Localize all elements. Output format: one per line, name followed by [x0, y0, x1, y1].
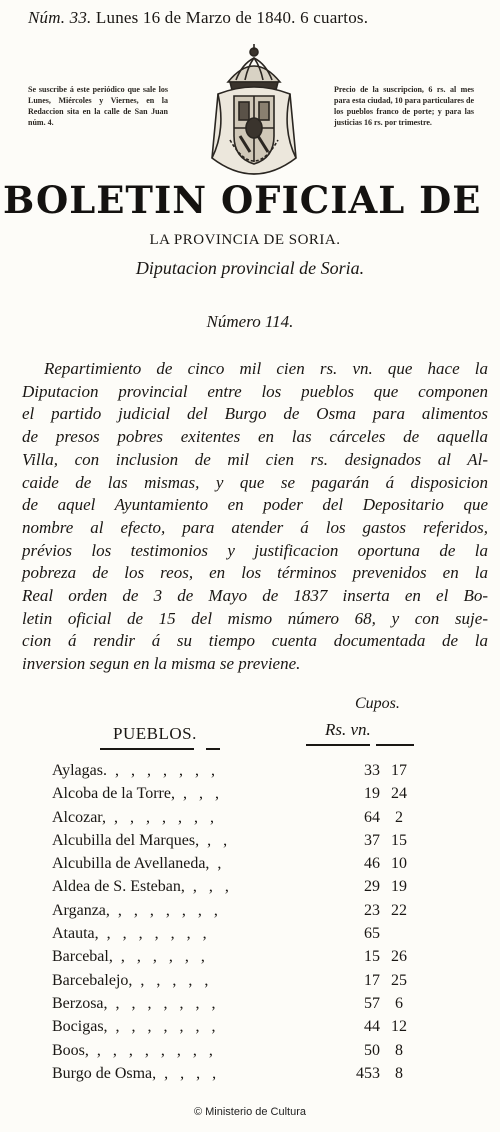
body-line: Villa, con inclusion de mil cien rs. designados al Al-	[22, 449, 488, 469]
vellon-value: 15	[391, 831, 407, 849]
reales-value: 57	[364, 994, 380, 1012]
masthead-title: BOLETIN OFICIAL DE	[3, 178, 482, 222]
cupos-header: Cupos.	[355, 695, 400, 712]
table-row	[52, 972, 452, 995]
town-name: Barcebalejo,	[52, 971, 133, 989]
table-row	[52, 762, 452, 785]
issue-line	[28, 8, 473, 28]
row-label	[52, 902, 218, 920]
row-label	[52, 948, 205, 966]
vellon-value: 26	[391, 948, 407, 966]
town-name: Berzosa,	[52, 994, 108, 1012]
row-label	[52, 762, 215, 780]
vellon-value: 12	[391, 1018, 407, 1036]
body-line: el partido judicial del Burgo de Osma para alimentos	[22, 404, 488, 424]
leader-dots: , , , , , , ,	[106, 925, 207, 943]
reales-value: 17	[364, 971, 380, 989]
reales-value: 64	[364, 808, 380, 826]
reales-value: 23	[364, 901, 380, 919]
header-rule	[100, 748, 194, 750]
town-name: Boos,	[52, 1041, 89, 1059]
vellon-value: 2	[395, 808, 403, 826]
reales-value: 15	[364, 948, 380, 966]
row-label	[52, 832, 227, 850]
header-rule	[376, 744, 414, 746]
table-row	[52, 785, 452, 808]
body-line: prévios los testimonios y justificacion oportuna de la	[22, 540, 488, 560]
vellon-value: 6	[395, 994, 403, 1012]
leader-dots: , , , , , , , ,	[96, 1041, 213, 1059]
copyright-credit: © Ministerio de Cultura	[193, 1106, 307, 1118]
vellon-value: 25	[391, 971, 407, 989]
row-label	[52, 878, 229, 896]
decree-body	[22, 358, 488, 676]
rs-vn-header: Rs. vn.	[325, 720, 371, 739]
reales-value: 65	[364, 925, 380, 943]
leader-dots: , , , , , ,	[120, 948, 205, 966]
town-name: Alcoba de la Torre,	[52, 785, 175, 803]
reales-value: 50	[364, 1041, 380, 1059]
leader-dots: , , , , , , ,	[117, 901, 218, 919]
table-row	[52, 995, 452, 1018]
town-name: Bocigas,	[52, 1018, 108, 1036]
vellon-value: 8	[395, 1041, 403, 1059]
reales-value: 29	[364, 878, 380, 896]
header-rule	[306, 744, 370, 746]
town-name: Atauta,	[52, 925, 99, 943]
table-row	[52, 809, 452, 832]
town-name: Barcebal,	[52, 948, 113, 966]
royal-coat-of-arms-icon	[198, 40, 310, 190]
body-line: cion á rendir á su tiempo cuenta documentada de la	[22, 631, 488, 651]
row-label	[52, 1018, 216, 1036]
section-title: Diputacion provincial de Soria.	[135, 258, 365, 278]
reales-value: 453	[356, 1064, 380, 1082]
leader-dots: , ,	[207, 831, 228, 849]
leader-dots: , , ,	[192, 878, 229, 896]
leader-dots: , , , , ,	[140, 971, 209, 989]
body-line: inversion segun en la misma se previene.	[22, 654, 301, 674]
town-name: Alcozar,	[52, 808, 106, 826]
vellon-value: 22	[391, 901, 407, 919]
body-line: letin oficial de 15 del mismo número 68, y con suje-	[22, 608, 488, 628]
leader-dots: ,	[217, 855, 222, 873]
quota-table	[52, 762, 452, 1088]
leader-dots: , , , , , , ,	[115, 994, 216, 1012]
table-row	[52, 855, 452, 878]
row-label	[52, 785, 219, 803]
row-label	[52, 855, 221, 873]
row-label	[52, 1042, 213, 1060]
document-number: Número 114.	[206, 312, 294, 331]
reales-value: 33	[364, 762, 380, 779]
body-line: de presos pobres exitentes en las cárceles de aquella	[22, 427, 488, 447]
body-line: Repartimiento de cinco mil cien rs. vn. que hace la	[44, 359, 488, 378]
leader-dots: , , , , , , ,	[114, 808, 214, 826]
town-name: Aylagas.	[52, 762, 107, 779]
body-line: Diputacion provincial entre los pueblos que componen	[22, 381, 488, 401]
town-name: Arganza,	[52, 901, 110, 919]
leader-dots: , , ,	[182, 785, 219, 803]
vellon-value: 19	[391, 878, 407, 896]
leader-dots: , , , , , , ,	[115, 1018, 216, 1036]
price-notice: Precio de la suscripcion, 6 rs. al mes para esta ciudad, 10 para particulares de los pueblos franco de porte; y para las justicias 16 rs. por trimestre.	[334, 85, 474, 127]
body-line: de aquel Ayuntamiento en poder del Depositario que	[22, 495, 488, 515]
table-row	[52, 1018, 452, 1041]
row-label	[52, 972, 208, 990]
issue-number: Núm. 33.	[28, 8, 92, 27]
table-row	[52, 832, 452, 855]
table-row	[52, 948, 452, 971]
body-line: Real orden de 3 de Mayo de 1837 inserta en el Bo-	[22, 586, 488, 606]
reales-value: 19	[364, 785, 380, 803]
row-label	[52, 1065, 216, 1083]
row-label	[52, 925, 207, 943]
body-line: pobreza de los reos, en los términos prevenidos en la	[22, 563, 488, 583]
row-label	[52, 809, 214, 827]
header-rule	[206, 748, 220, 750]
vellon-value: 24	[391, 785, 407, 803]
issue-date: Lunes 16 de Marzo de 1840.	[95, 8, 296, 27]
leader-dots: , , , , , , ,	[114, 762, 215, 779]
row-label	[52, 995, 216, 1013]
reales-value: 46	[364, 855, 380, 873]
subscription-notice: Se suscribe á este periódico que sale los Lunes, Miércoles y Viernes, en la Redaccion sita en la calle de San Juan núm. 4.	[28, 85, 168, 127]
pueblos-header: PUEBLOS.	[113, 724, 197, 743]
table-row	[52, 902, 452, 925]
vellon-value: 8	[395, 1064, 403, 1082]
table-row	[52, 878, 452, 901]
province-subtitle: LA PROVINCIA DE SORIA.	[149, 232, 341, 248]
leader-dots: , , , ,	[164, 1064, 217, 1082]
vellon-value: 17	[391, 762, 407, 779]
table-row	[52, 925, 452, 948]
reales-value: 37	[364, 831, 380, 849]
table-row	[52, 1042, 452, 1065]
table-row	[52, 1065, 452, 1088]
town-name: Alcubilla de Avellaneda,	[52, 855, 210, 873]
reales-value: 44	[364, 1018, 380, 1036]
body-line: nombre al efecto, para atender á los gastos referidos,	[22, 517, 488, 537]
vellon-value: 10	[391, 855, 407, 873]
town-name: Aldea de S. Esteban,	[52, 878, 185, 896]
body-line: caide de las mismas, y que se pagarán á disposicion	[22, 472, 488, 492]
issue-price: 6 cuartos.	[300, 8, 369, 27]
town-name: Alcubilla del Marques,	[52, 831, 200, 849]
town-name: Burgo de Osma,	[52, 1064, 157, 1082]
